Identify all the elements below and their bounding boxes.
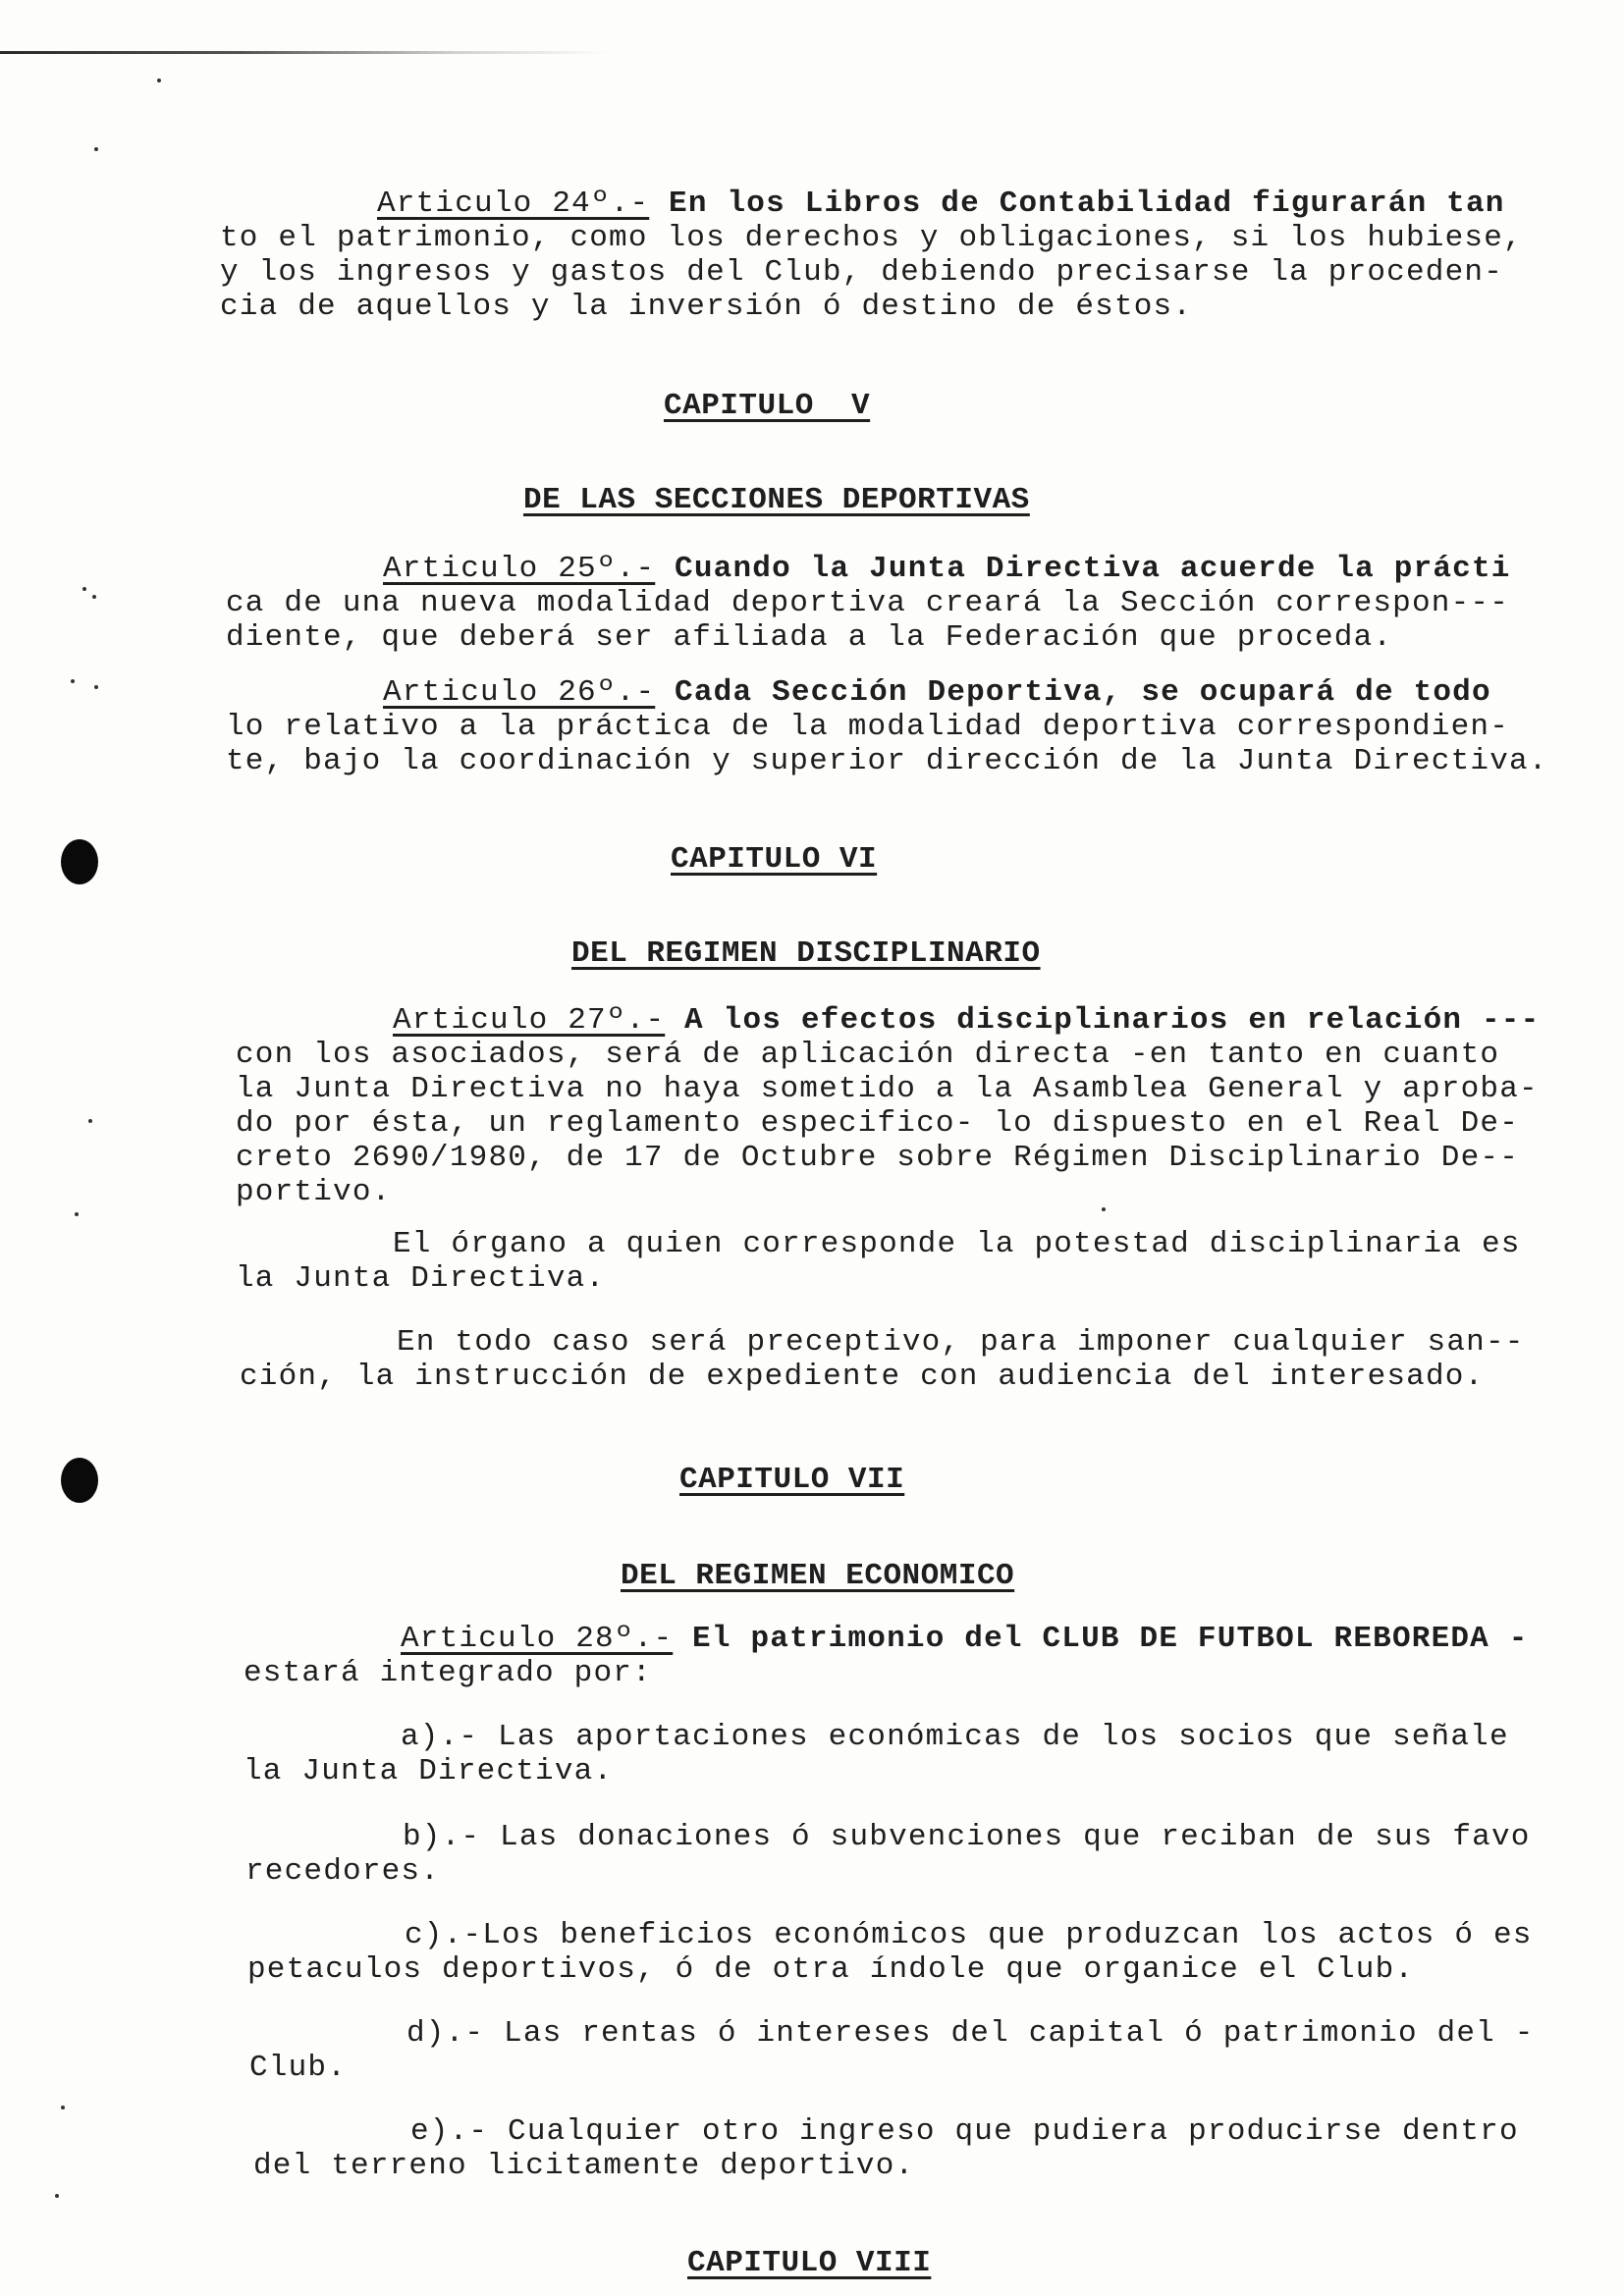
chapter-5-title: CAPITULO V	[664, 389, 871, 423]
punch-hole-top	[61, 839, 98, 884]
article-28-item-e	[253, 2114, 1519, 2183]
article-28-item-c	[247, 1918, 1533, 1987]
article-27	[236, 1003, 1540, 1209]
article-27-line-6: portivo.	[236, 1175, 392, 1209]
margin-speck	[94, 685, 98, 689]
margin-speck	[157, 79, 161, 82]
article-28-item-e-line-1: e).- Cualquier otro ingreso que pudiera producirse dentro	[410, 2114, 1519, 2149]
article-24-line-3: y los ingresos y gastos del Club, debiendo precisarse la proceden-	[220, 255, 1503, 290]
article-28-item-e-line-2: del terreno licitamente deportivo.	[253, 2149, 915, 2183]
margin-speck	[71, 679, 75, 683]
article-28-item-a	[244, 1720, 1509, 1789]
article-26-label: Articulo 26º.-	[383, 675, 656, 710]
margin-speck	[75, 1212, 79, 1216]
article-27-p2-line-1: El órgano a quien corresponde la potestad disciplinaria es	[393, 1227, 1521, 1261]
article-28	[244, 1622, 1529, 1690]
article-28-line-1	[244, 1622, 1529, 1656]
chapter-8-title: CAPITULO VIII	[687, 2246, 932, 2280]
article-25-text: Cuando la Junta Directiva acuerde la prácti	[655, 552, 1511, 586]
article-26-line-3: te, bajo la coordinación y superior dirección de la Junta Directiva.	[226, 744, 1548, 778]
article-28-item-b-line-2: recedores.	[245, 1854, 441, 1889]
article-24-line-2: to el patrimonio, como los derechos y obligaciones, si los hubiese,	[220, 221, 1523, 255]
article-27-text: A los efectos disciplinarios en relación ---	[665, 1003, 1541, 1038]
article-28-line-2: estará integrado por:	[244, 1656, 652, 1690]
chapter-5-subtitle: DE LAS SECCIONES DEPORTIVAS	[523, 483, 1030, 517]
article-25-line-1	[226, 552, 1511, 586]
article-26-line-2: lo relativo a la práctica de la modalidad deportiva correspondien-	[226, 710, 1509, 744]
article-27-line-5: creto 2690/1980, de 17 de Octubre sobre Régimen Disciplinario De--	[236, 1141, 1519, 1175]
article-25-label: Articulo 25º.-	[383, 552, 656, 586]
article-24-line-1	[220, 187, 1523, 221]
article-28-item-c-line-1: c).-Los beneficios económicos que produzcan los actos ó es	[405, 1918, 1533, 1952]
article-27-line-1	[236, 1003, 1540, 1038]
top-edge-line	[0, 51, 609, 54]
article-28-item-a-line-1: a).- Las aportaciones económicas de los socios que señale	[401, 1720, 1509, 1754]
margin-speck	[92, 595, 96, 599]
margin-speck	[55, 2194, 59, 2198]
article-28-item-a-line-2: la Junta Directiva.	[244, 1754, 614, 1789]
punch-hole-bottom	[61, 1458, 98, 1503]
chapter-7-subtitle: DEL REGIMEN ECONOMICO	[621, 1559, 1015, 1593]
margin-speck	[61, 2106, 65, 2109]
article-27-paragraph-2	[236, 1227, 1521, 1296]
margin-speck	[88, 1119, 92, 1123]
article-27-p3-line-2: ción, la instrucción de expediente con audiencia del interesado.	[240, 1360, 1485, 1394]
article-28-item-c-line-2: petaculos deportivos, ó de otra índole que organice el Club.	[247, 1952, 1415, 1987]
article-27-line-4: do por ésta, un reglamento especifico- lo dispuesto en el Real De-	[236, 1106, 1519, 1141]
article-24	[220, 187, 1523, 324]
article-27-line-3: la Junta Directiva no haya sometido a la Asamblea General y aproba-	[236, 1072, 1539, 1106]
article-26	[226, 675, 1548, 778]
article-28-item-d	[249, 2016, 1535, 2085]
article-27-label: Articulo 27º.-	[393, 1003, 666, 1038]
article-27-paragraph-3	[240, 1325, 1525, 1394]
article-27-line-2: con los asociados, será de aplicación directa -en tanto en cuanto	[236, 1038, 1500, 1072]
chapter-6-title: CAPITULO VI	[671, 842, 878, 877]
article-28-text: El patrimonio del CLUB DE FUTBOL REBOREDA -	[673, 1622, 1529, 1656]
article-28-item-b	[245, 1820, 1531, 1889]
article-28-item-b-line-1: b).- Las donaciones ó subvenciones que reciban de sus favo	[403, 1820, 1531, 1854]
article-25-line-2: ca de una nueva modalidad deportiva creará la Sección correspon---	[226, 586, 1509, 620]
article-26-text: Cada Sección Deportiva, se ocupará de todo	[655, 675, 1491, 710]
chapter-7-title: CAPITULO VII	[679, 1463, 905, 1497]
article-26-line-1	[226, 675, 1548, 710]
article-25	[226, 552, 1511, 655]
article-27-p2-line-2: la Junta Directiva.	[236, 1261, 606, 1296]
article-27-p3-line-1: En todo caso será preceptivo, para imponer cualquier san--	[397, 1325, 1525, 1360]
margin-speck	[82, 587, 86, 591]
article-24-text: En los Libros de Contabilidad figurarán tan	[649, 187, 1505, 221]
margin-speck	[94, 147, 98, 151]
article-24-label: Articulo 24º.-	[377, 187, 650, 221]
article-24-line-4: cia de aquellos y la inversión ó destino de éstos.	[220, 290, 1193, 324]
article-25-line-3: diente, que deberá ser afiliada a la Federación que proceda.	[226, 620, 1393, 655]
article-28-label: Articulo 28º.-	[401, 1622, 674, 1656]
article-28-item-d-line-1: d).- Las rentas ó intereses del capital ó patrimonio del -	[406, 2016, 1535, 2051]
chapter-6-subtitle: DEL REGIMEN DISCIPLINARIO	[571, 936, 1041, 971]
article-28-item-d-line-2: Club.	[249, 2051, 348, 2085]
